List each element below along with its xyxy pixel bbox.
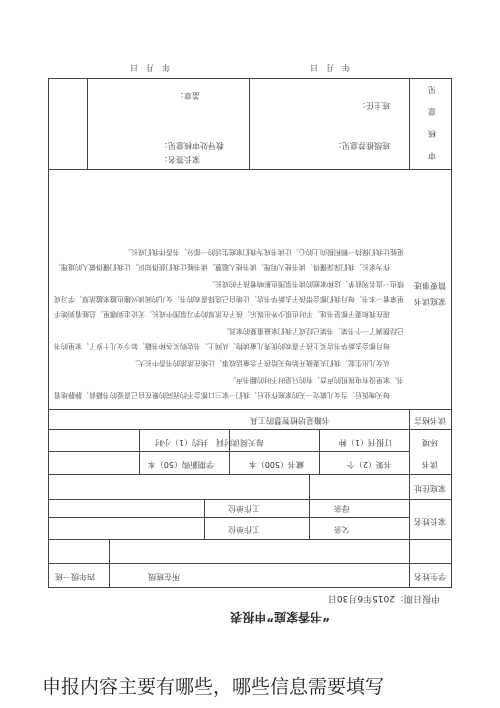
dept-review-label: 教导处审核意见： (160, 141, 224, 150)
review-label-a: 审 (428, 151, 436, 160)
experience-paragraph: 现在我和妻子都是书迷，平时也很少外出娱乐，孩子在浓厚的学习氛围中成长，无论走到哪里，总能看到她手里拿着一本书，每月我们都会带孩子去新华书店，让她自己选择喜欢的书，女儿的阅读兴趣也越来越浓厚，学习成绩也一直名列前茅，这种家庭的读书氛围也影响着孩子的成长。 (54, 280, 404, 318)
review-label-b: 核 (428, 129, 436, 138)
book-collection-count: 藏书（500）本 (248, 460, 304, 469)
class-label: 所在班级 (148, 572, 180, 581)
work-unit-label-2: 工作单位 (228, 504, 260, 513)
father-label: 父亲 (334, 525, 350, 534)
review-label-c: 意 (428, 107, 436, 116)
experience-paragraph: 每天晚饭后，当女儿做完一天的家庭作业后，我们一家三口都会不约而同的聚在自己喜爱的书籍前，静静地看书。家里没有电视机的声音，有的只是时不时的翻书声。 (54, 376, 404, 399)
date-field-1: 年 月 日 (310, 63, 350, 72)
bookshelf-count: 书架（2）个 (346, 460, 392, 469)
daily-reading-time: 每天阅读时间 共约（1）小时 (154, 438, 264, 447)
experience-text (54, 242, 404, 402)
application-date: 申报日期：2015年6月30日 (327, 593, 440, 603)
mother-label: 母亲 (334, 504, 350, 513)
form-title: “书香家庭”申报表 (230, 610, 330, 624)
student-name-label: 学生姓名 (414, 572, 446, 581)
reading-motto-value: 书籍是培植智慧的工具 (250, 416, 330, 425)
parent-signature-label: 家长签名： (160, 155, 200, 164)
head-teacher-label: 班主任： (358, 101, 390, 110)
date-field-2: 年 月 日 (130, 63, 170, 72)
experience-paragraph: 每月都会去新华书店买上孩子喜欢的优秀儿童读物，从网上、书店购买各种书籍，如今女儿十岁了，家里的书已经摆满了一个书架，书架已经成了我们家最重要的家具。 (54, 327, 404, 350)
class-value: 四年级一班 (55, 572, 95, 581)
reading-motto-label: 读书格言 (414, 416, 446, 425)
experience-label-a: 家庭读书 (414, 297, 446, 306)
parent-name-label: 家长姓名 (414, 517, 446, 526)
review-label-d: 见 (428, 85, 436, 94)
seal-label: 盖章： (176, 91, 200, 100)
experience-label-b: 简要事迹 (414, 281, 446, 290)
work-unit-label-1: 工作单位 (228, 525, 260, 534)
reading-env-label-a: 读书 (422, 460, 438, 469)
reading-env-label-b: 环境 (422, 438, 438, 447)
home-address-label: 家庭住址 (414, 484, 446, 493)
class-recommendation-label: 班级推荐意见： (334, 141, 390, 150)
experience-paragraph: 从女儿出生起，我们夫妻就开始每天给孩子念童话故事，让她在浓浓的书香中长大。 (131, 359, 390, 367)
semester-new-books: 学期新购（50）本 (147, 460, 214, 469)
newspaper-subscriptions: 订报刊（1）种 (338, 438, 392, 447)
question-caption: 申报内容主要有哪些，哪些信息需要填写 (42, 676, 385, 698)
experience-paragraph: 作为家长，我们深深懂得，读书使人明理，读书使人聪慧，读书能让我们获得知识，让我们懂得做人的道理，更能让我们保持一颗积极向上的心。让读书成为我们家庭生活的一部分，书香伴我们成长。 (54, 248, 404, 271)
